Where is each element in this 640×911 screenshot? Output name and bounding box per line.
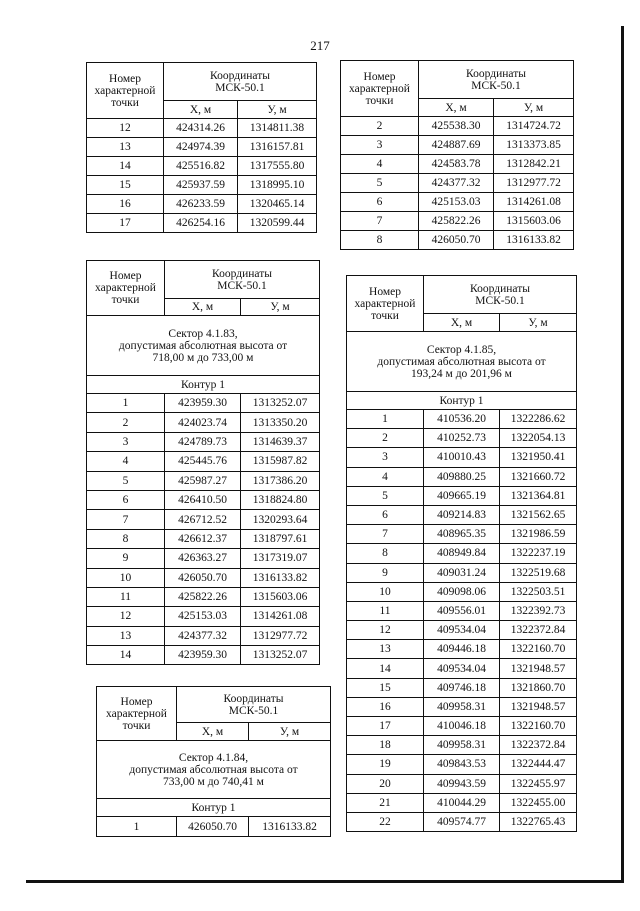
y-coordinate-cell: 1316133.82 [241, 568, 320, 587]
y-coordinate-cell: 1318995.10 [238, 176, 317, 195]
table-row [87, 607, 320, 626]
y-coordinate-cell: 1312977.72 [494, 174, 574, 193]
x-coordinate-cell: 409665.19 [424, 486, 500, 505]
point-number-cell: 15 [87, 176, 164, 195]
table-row [87, 138, 317, 157]
point-number-cell: 3 [347, 448, 424, 467]
point-number-cell: 6 [347, 505, 424, 524]
table-row [87, 413, 320, 432]
x-column-header: X, м [165, 299, 241, 316]
x-coordinate-cell: 410252.73 [424, 429, 500, 448]
x-coordinate-cell: 426050.70 [177, 817, 249, 837]
table-row [87, 119, 317, 138]
y-coordinate-cell: 1312842.21 [494, 155, 574, 174]
point-number-cell: 22 [347, 812, 424, 831]
y-coordinate-cell: 1322286.62 [500, 410, 577, 429]
table-row [341, 212, 574, 231]
table-row [347, 544, 577, 563]
point-number-cell: 15 [347, 678, 424, 697]
table-row [347, 429, 577, 448]
point-number-cell: 1 [347, 410, 424, 429]
y-coordinate-cell: 1314261.08 [494, 193, 574, 212]
table-row [87, 176, 317, 195]
table-row [97, 817, 331, 837]
x-coordinate-cell: 424583.78 [419, 155, 494, 174]
x-coordinate-cell: 409574.77 [424, 812, 500, 831]
y-coordinate-cell: 1322765.43 [500, 812, 577, 831]
point-number-cell: 2 [347, 429, 424, 448]
table-row [347, 659, 577, 678]
point-number-cell: 10 [87, 568, 165, 587]
x-coordinate-cell: 424377.32 [419, 174, 494, 193]
y-coordinate-cell: 1322455.97 [500, 774, 577, 793]
table-row [341, 231, 574, 250]
point-number-cell: 3 [341, 136, 419, 155]
point-number-cell: 21 [347, 793, 424, 812]
x-coordinate-cell: 424377.32 [165, 626, 241, 645]
x-coordinate-cell: 425153.03 [419, 193, 494, 212]
x-coordinate-cell: 409446.18 [424, 640, 500, 659]
table-row [341, 155, 574, 174]
point-number-cell: 6 [341, 193, 419, 212]
x-coordinate-cell: 409214.83 [424, 505, 500, 524]
coordinates-header: Координаты МСК-50.1 [164, 63, 317, 101]
x-coordinate-cell: 426612.37 [165, 529, 241, 548]
x-coordinate-cell: 425153.03 [165, 607, 241, 626]
table-row [347, 505, 577, 524]
y-coordinate-cell: 1321364.81 [500, 486, 577, 505]
y-coordinate-cell: 1315603.06 [241, 587, 320, 606]
x-column-header: X, м [419, 99, 494, 117]
table-row [87, 195, 317, 214]
point-number-cell: 20 [347, 774, 424, 793]
table-row [87, 549, 320, 568]
point-number-cell: 13 [87, 626, 165, 645]
coords-table-top-right [340, 60, 574, 250]
x-coordinate-cell: 410536.20 [424, 410, 500, 429]
coordinates-header: Координаты МСК-50.1 [424, 276, 577, 314]
coordinates-header: Координаты МСК-50.1 [177, 687, 331, 723]
table-row [347, 640, 577, 659]
x-coordinate-cell: 410010.43 [424, 448, 500, 467]
y-coordinate-cell: 1320599.44 [238, 214, 317, 233]
point-number-cell: 12 [87, 119, 164, 138]
y-coordinate-cell: 1313373.85 [494, 136, 574, 155]
point-number-header: Номер характерной точки [87, 261, 165, 316]
x-coordinate-cell: 410044.29 [424, 793, 500, 812]
point-number-cell: 9 [347, 563, 424, 582]
point-number-cell: 10 [347, 582, 424, 601]
x-coordinate-cell: 424023.74 [165, 413, 241, 432]
x-coordinate-cell: 426050.70 [419, 231, 494, 250]
point-number-cell: 6 [87, 490, 165, 509]
sector-caption: Сектор 4.1.84, допустимая абсолютная высота от 733,00 м до 740,41 м [97, 741, 331, 799]
y-column-header: У, м [238, 101, 317, 119]
point-number-cell: 11 [347, 601, 424, 620]
table-row [347, 601, 577, 620]
x-coordinate-cell: 409958.31 [424, 697, 500, 716]
sector-caption: Сектор 4.1.85, допустимая абсолютная высота от 193,24 м до 201,96 м [347, 332, 577, 392]
table-row [87, 394, 320, 413]
y-coordinate-cell: 1315603.06 [494, 212, 574, 231]
point-number-cell: 8 [87, 529, 165, 548]
point-number-cell: 18 [347, 736, 424, 755]
x-column-header: X, м [177, 723, 249, 741]
y-coordinate-cell: 1322444.47 [500, 755, 577, 774]
y-coordinate-cell: 1313252.07 [241, 646, 320, 665]
point-number-cell: 14 [87, 646, 165, 665]
contour-label: Контур 1 [347, 392, 577, 410]
y-coordinate-cell: 1318797.61 [241, 529, 320, 548]
y-coordinate-cell: 1321950.41 [500, 448, 577, 467]
table-row [347, 525, 577, 544]
table-row [347, 736, 577, 755]
x-coordinate-cell: 425822.26 [419, 212, 494, 231]
x-coordinate-cell: 426363.27 [165, 549, 241, 568]
y-coordinate-cell: 1321986.59 [500, 525, 577, 544]
y-coordinate-cell: 1321860.70 [500, 678, 577, 697]
point-number-cell: 2 [341, 117, 419, 136]
point-number-cell: 5 [87, 471, 165, 490]
y-coordinate-cell: 1322372.84 [500, 736, 577, 755]
table-row [347, 486, 577, 505]
x-coordinate-cell: 409534.04 [424, 659, 500, 678]
y-column-header: У, м [241, 299, 320, 316]
y-column-header: У, м [494, 99, 574, 117]
x-coordinate-cell: 426233.59 [164, 195, 238, 214]
y-coordinate-cell: 1322237.19 [500, 544, 577, 563]
y-coordinate-cell: 1317555.80 [238, 157, 317, 176]
table-row [347, 717, 577, 736]
table-row [87, 529, 320, 548]
table-row [347, 774, 577, 793]
table-row [87, 471, 320, 490]
x-coordinate-cell: 409031.24 [424, 563, 500, 582]
y-coordinate-cell: 1321948.57 [500, 659, 577, 678]
coordinates-header: Координаты МСК-50.1 [419, 61, 574, 99]
point-number-cell: 12 [347, 621, 424, 640]
coords-table-top-left [86, 62, 317, 233]
point-number-cell: 5 [347, 486, 424, 505]
y-coordinate-cell: 1313350.20 [241, 413, 320, 432]
point-number-header: Номер характерной точки [347, 276, 424, 332]
y-coordinate-cell: 1316133.82 [494, 231, 574, 250]
y-coordinate-cell: 1321948.57 [500, 697, 577, 716]
y-coordinate-cell: 1320465.14 [238, 195, 317, 214]
point-number-cell: 14 [87, 157, 164, 176]
x-column-header: X, м [164, 101, 238, 119]
point-number-cell: 8 [341, 231, 419, 250]
table-row [341, 193, 574, 212]
point-number-cell: 1 [87, 394, 165, 413]
point-number-cell: 4 [341, 155, 419, 174]
point-number-header: Номер характерной точки [87, 63, 164, 119]
point-number-cell: 9 [87, 549, 165, 568]
point-number-cell: 8 [347, 544, 424, 563]
y-coordinate-cell: 1322160.70 [500, 640, 577, 659]
y-coordinate-cell: 1316157.81 [238, 138, 317, 157]
point-number-cell: 19 [347, 755, 424, 774]
y-coordinate-cell: 1322519.68 [500, 563, 577, 582]
point-number-cell: 3 [87, 432, 165, 451]
table-row [347, 563, 577, 582]
table-row [347, 410, 577, 429]
point-number-cell: 1 [97, 817, 177, 837]
point-number-cell: 13 [87, 138, 164, 157]
x-coordinate-cell: 409843.53 [424, 755, 500, 774]
table-row [341, 174, 574, 193]
x-coordinate-cell: 425445.76 [165, 452, 241, 471]
y-coordinate-cell: 1315987.82 [241, 452, 320, 471]
x-column-header: X, м [424, 314, 500, 332]
y-coordinate-cell: 1318824.80 [241, 490, 320, 509]
table-row [87, 214, 317, 233]
point-number-cell: 13 [347, 640, 424, 659]
table-row [341, 136, 574, 155]
point-number-cell: 17 [347, 717, 424, 736]
sector-caption: Сектор 4.1.83, допустимая абсолютная высота от 718,00 м до 733,00 м [87, 316, 320, 376]
y-coordinate-cell: 1322392.73 [500, 601, 577, 620]
table-row [87, 490, 320, 509]
y-coordinate-cell: 1322503.51 [500, 582, 577, 601]
x-coordinate-cell: 409943.59 [424, 774, 500, 793]
x-coordinate-cell: 409958.31 [424, 736, 500, 755]
x-coordinate-cell: 426712.52 [165, 510, 241, 529]
y-coordinate-cell: 1316133.82 [249, 817, 331, 837]
y-coordinate-cell: 1321660.72 [500, 467, 577, 486]
point-number-cell: 4 [347, 467, 424, 486]
x-coordinate-cell: 410046.18 [424, 717, 500, 736]
y-coordinate-cell: 1314639.37 [241, 432, 320, 451]
point-number-cell: 7 [347, 525, 424, 544]
table-row [347, 755, 577, 774]
y-coordinate-cell: 1314811.38 [238, 119, 317, 138]
table-row [347, 812, 577, 831]
x-coordinate-cell: 426050.70 [165, 568, 241, 587]
y-coordinate-cell: 1314724.72 [494, 117, 574, 136]
contour-label: Контур 1 [97, 799, 331, 817]
point-number-cell: 16 [87, 195, 164, 214]
point-number-cell: 12 [87, 607, 165, 626]
x-coordinate-cell: 424314.26 [164, 119, 238, 138]
table-row [347, 678, 577, 697]
y-coordinate-cell: 1320293.64 [241, 510, 320, 529]
x-coordinate-cell: 423959.30 [165, 646, 241, 665]
table-row [87, 432, 320, 451]
coords-table-sector-4-1-85 [346, 275, 577, 832]
table-row [87, 452, 320, 471]
table-row [87, 510, 320, 529]
y-coordinate-cell: 1312977.72 [241, 626, 320, 645]
table-row [347, 467, 577, 486]
coords-table-sector-4-1-83 [86, 260, 320, 665]
table-row [87, 568, 320, 587]
y-coordinate-cell: 1317319.07 [241, 549, 320, 568]
x-coordinate-cell: 408965.35 [424, 525, 500, 544]
y-coordinate-cell: 1322054.13 [500, 429, 577, 448]
point-number-cell: 16 [347, 697, 424, 716]
point-number-cell: 5 [341, 174, 419, 193]
coords-table-sector-4-1-84 [96, 686, 331, 837]
x-coordinate-cell: 425937.59 [164, 176, 238, 195]
x-coordinate-cell: 426410.50 [165, 490, 241, 509]
table-row [341, 117, 574, 136]
point-number-cell: 14 [347, 659, 424, 678]
x-coordinate-cell: 426254.16 [164, 214, 238, 233]
contour-label: Контур 1 [87, 376, 320, 394]
point-number-header: Номер характерной точки [97, 687, 177, 741]
point-number-cell: 4 [87, 452, 165, 471]
x-coordinate-cell: 424974.39 [164, 138, 238, 157]
y-coordinate-cell: 1322160.70 [500, 717, 577, 736]
table-row [87, 157, 317, 176]
x-coordinate-cell: 409098.06 [424, 582, 500, 601]
point-number-cell: 7 [87, 510, 165, 529]
table-row [347, 582, 577, 601]
x-coordinate-cell: 425822.26 [165, 587, 241, 606]
table-row [87, 646, 320, 665]
y-coordinate-cell: 1322455.00 [500, 793, 577, 812]
y-coordinate-cell: 1321562.65 [500, 505, 577, 524]
point-number-cell: 7 [341, 212, 419, 231]
table-row [87, 626, 320, 645]
page-number: 217 [310, 38, 330, 53]
x-coordinate-cell: 424887.69 [419, 136, 494, 155]
table-row [87, 587, 320, 606]
y-coordinate-cell: 1314261.08 [241, 607, 320, 626]
point-number-cell: 2 [87, 413, 165, 432]
x-coordinate-cell: 425516.82 [164, 157, 238, 176]
y-coordinate-cell: 1313252.07 [241, 394, 320, 413]
y-column-header: У, м [500, 314, 577, 332]
y-column-header: У, м [249, 723, 331, 741]
point-number-cell: 17 [87, 214, 164, 233]
point-number-cell: 11 [87, 587, 165, 606]
x-coordinate-cell: 409534.04 [424, 621, 500, 640]
table-row [347, 697, 577, 716]
x-coordinate-cell: 425538.30 [419, 117, 494, 136]
table-row [347, 793, 577, 812]
table-row [347, 448, 577, 467]
coordinates-header: Координаты МСК-50.1 [165, 261, 320, 299]
x-coordinate-cell: 425987.27 [165, 471, 241, 490]
x-coordinate-cell: 409880.25 [424, 467, 500, 486]
x-coordinate-cell: 409556.01 [424, 601, 500, 620]
point-number-header: Номер характерной точки [341, 61, 419, 117]
x-coordinate-cell: 423959.30 [165, 394, 241, 413]
y-coordinate-cell: 1322372.84 [500, 621, 577, 640]
x-coordinate-cell: 424789.73 [165, 432, 241, 451]
x-coordinate-cell: 409746.18 [424, 678, 500, 697]
y-coordinate-cell: 1317386.20 [241, 471, 320, 490]
table-row [347, 621, 577, 640]
x-coordinate-cell: 408949.84 [424, 544, 500, 563]
